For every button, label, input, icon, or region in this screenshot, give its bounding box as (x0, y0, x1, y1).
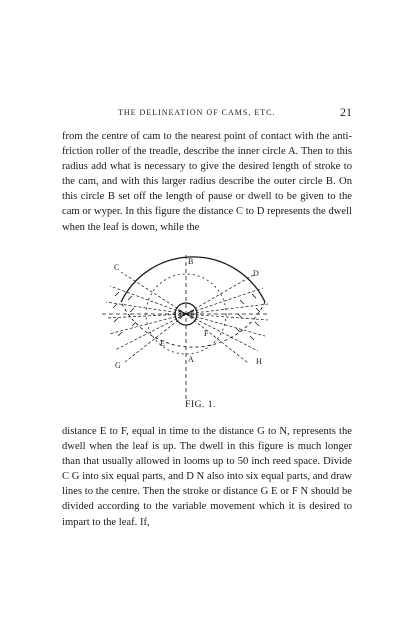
label-f: F (204, 329, 209, 338)
label-b: B (188, 257, 194, 266)
label-d: D (253, 269, 259, 278)
outer-circle-b-dashed (121, 302, 265, 347)
cam-diagram-svg (100, 250, 300, 420)
label-e: E (160, 339, 165, 348)
cam-diagram (100, 250, 300, 420)
right-hatch-marks (236, 294, 260, 340)
label-g: G (115, 361, 121, 370)
label-a: A (188, 355, 194, 364)
running-title: THE DELINEATION OF CAMS, ETC. (118, 108, 276, 117)
left-division-lines (106, 272, 186, 362)
paragraph-2: distance E to F, equal in time to the distance G to N, represents the dwell when the leaf is up. The dwell in this figure is much longer than that usually allowed in looms up to 50 inch reed space. Divide C G into six equal parts, and D N also into six equal parts, and draw lines to the centre. Then the stroke or distance G E or F N should be divided according to the variable movement which it is desired to impart to the leaf. If, (62, 426, 352, 528)
figure-caption: FIG. 1. (185, 400, 216, 410)
label-c: C (114, 263, 120, 272)
page-header (62, 105, 352, 122)
label-h: H (256, 357, 262, 366)
page-number: 21 (340, 105, 352, 119)
paragraph-1: from the centre of cam to the nearest point of contact with the anti-friction roller of the treadle, describe the inner circle A. Then to this radius add what is necessary to give the desired length of stroke to the cam, and with this larger radius describe the outer circle B. On this circle B set off the length of pause or dwell to be given to the cam or wyper. In this figure the distance C to D represents the dwell when the leaf is down, while the (62, 131, 352, 233)
